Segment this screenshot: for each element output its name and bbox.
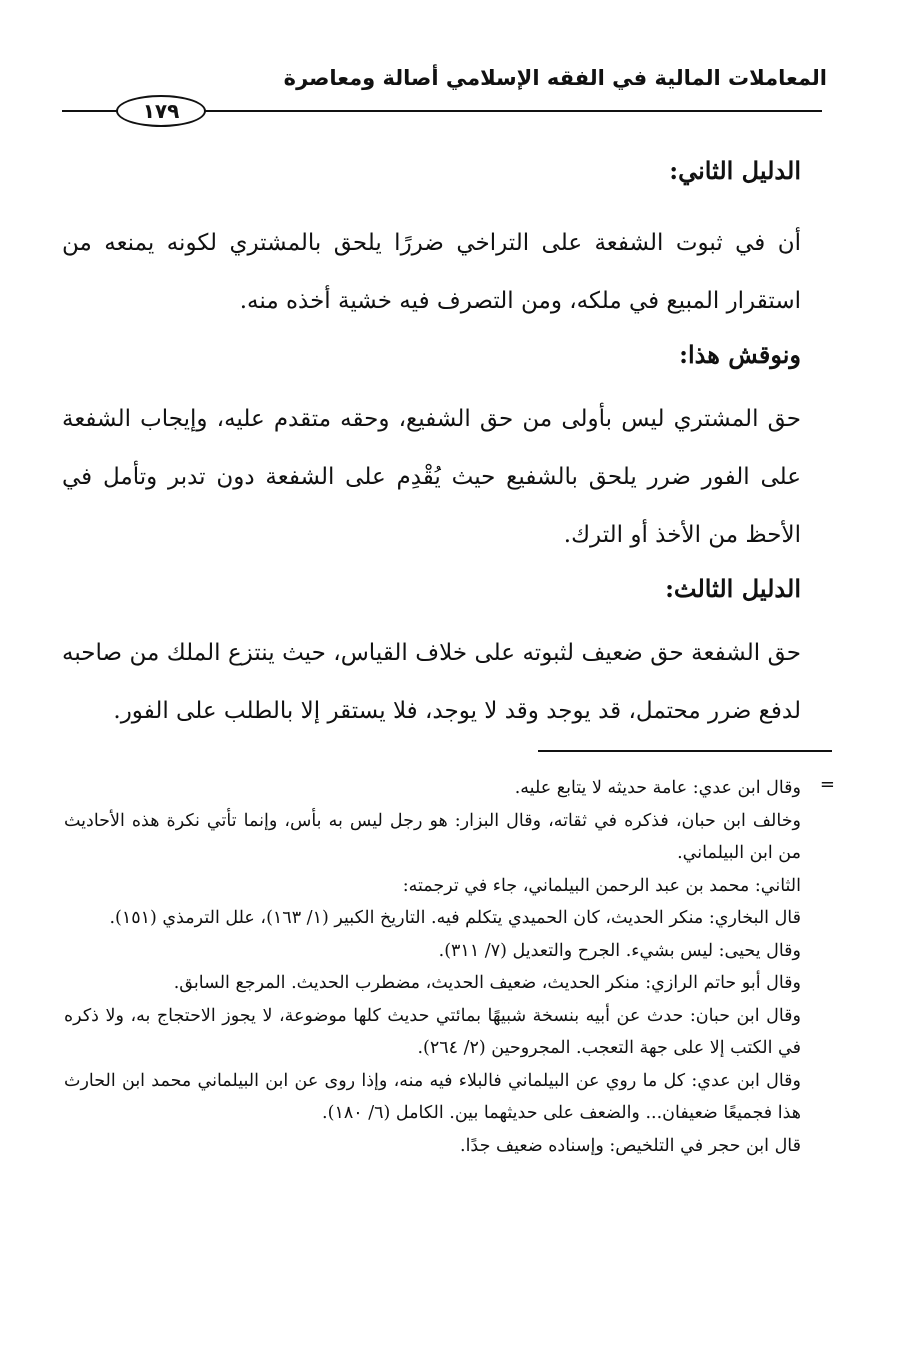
heading-discussion: ونوقش هذا: [679,340,801,369]
footnotes [64,772,801,1162]
heading-third-evidence: الدليل الثالث: [665,574,801,603]
footnote-line: وقال ابن عدي: كل ما روي عن البيلماني فالبلاء فيه منه، وإذا روى عن ابن البيلماني محمد ابن الحارث هذا فجميعًا ضعيفان... والضعف على حديثهما بين. الكامل (٦/ ١٨٠). [64,1070,801,1123]
footnote-line: وخالف ابن حبان، فذكره في ثقاته، وقال البزار: هو رجل ليس به بأس، وإنما تأتي نكرة هذه الأحاديث من ابن البيلماني. [64,810,801,863]
paragraph-discussion: حق المشتري ليس بأولى من حق الشفيع، وحقه متقدم عليه، وإيجاب الشفعة على الفور ضرر يلحق بالشفيع حيث يُقْدِم على الشفعة دون تدبر وتأمل في الأحظ من الأخذ أو الترك. [62,406,801,548]
footnote-continuation-mark: = [819,774,835,795]
footnote-line: قال ابن حجر في التلخيص: وإسناده ضعيف جدًا. [460,1135,801,1156]
footnote-line: وقال أبو حاتم الرازي: منكر الحديث، ضعيف الحديث، مضطرب الحديث. المرجع السابق. [173,973,801,993]
paragraph-third-evidence: حق الشفعة حق ضعيف لثبوته على خلاف القياس، حيث ينتزع الملك من صاحبه لدفع ضرر محتمل، قد يوجد وقد لا يوجد، فلا يستقر إلا بالطلب على الفور. [62,640,801,724]
footnote-line: وقال يحيى: ليس بشيء. الجرح والتعديل (٧/ ٣١١). [438,940,801,961]
footnote-line: وقال ابن حبان: حدث عن أبيه بنسخة شبيهًا بمائتي حديث كلها موضوعة، لا يجوز الاحتجاج به، ولا ذكره في الكتب إلا على جهة التعجب. المجروحين (٢/ ٢٦٤). [64,1005,801,1058]
heading-second-evidence: الدليل الثاني: [669,156,801,185]
paragraph-second-evidence: أن في ثبوت الشفعة على التراخي ضررًا يلحق بالمشتري لكونه يمنعه من استقرار المبيع في ملكه، ومن التصرف فيه خشية أخذه منه. [62,230,801,314]
page-number: ١٧٩ [116,95,206,127]
footnote-line: وقال ابن عدي: عامة حديثه لا يتابع عليه. [514,778,801,798]
footnote-line: الثاني: محمد بن عبد الرحمن البيلماني، جاء في ترجمته: [402,875,801,896]
running-title: المعاملات المالية في الفقه الإسلامي أصالة ومعاصرة [283,66,827,90]
footnote-rule [538,750,832,752]
footnote-line: قال البخاري: منكر الحديث، كان الحميدي يتكلم فيه. التاريخ الكبير (١/ ١٦٣)، علل الترمذي (١٥١). [109,908,801,928]
